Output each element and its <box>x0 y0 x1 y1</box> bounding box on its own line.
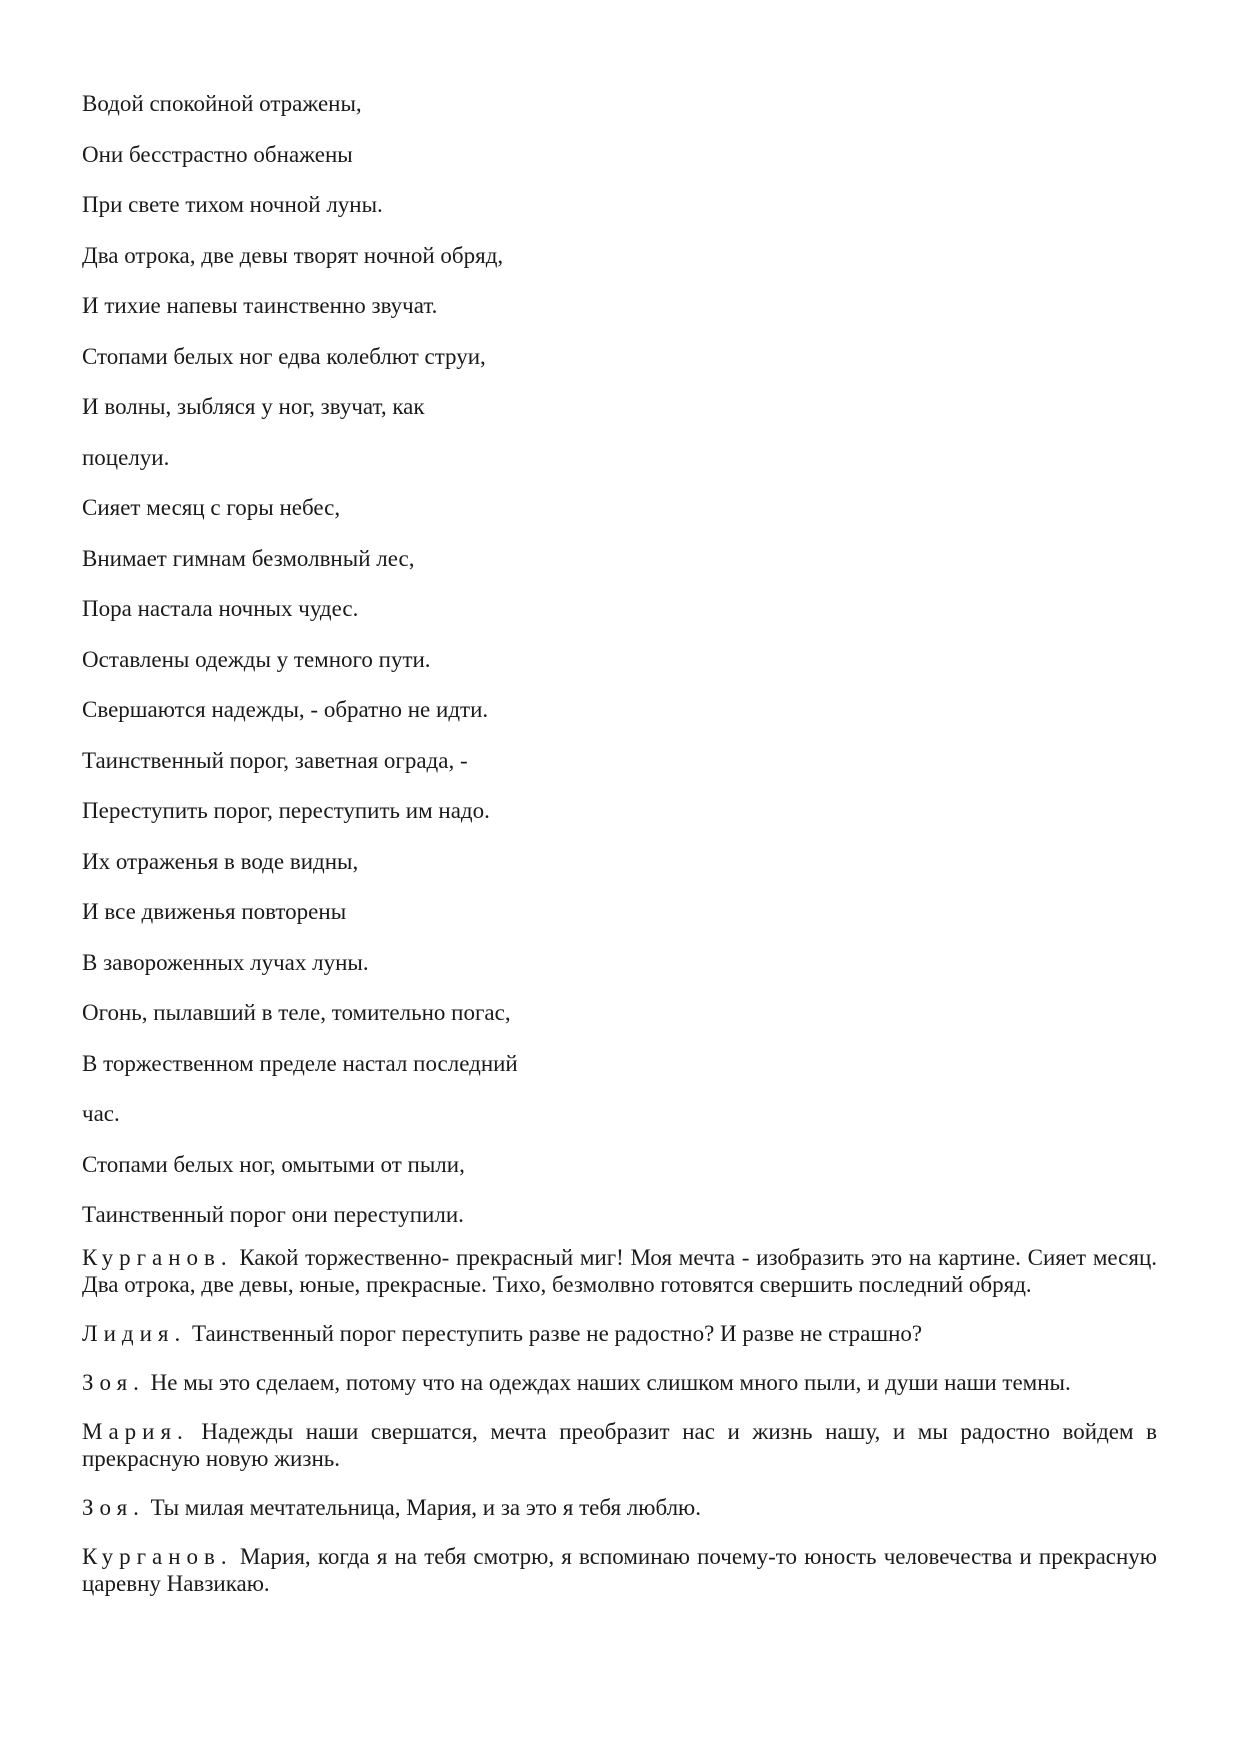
verse-line: Два отрока, две девы творят ночной обряд, <box>82 242 504 268</box>
dialogue-paragraph <box>82 1369 1157 1396</box>
verse-line: Таинственный порог они переступили. <box>82 1202 464 1227</box>
dialogue-paragraph <box>82 1494 1157 1521</box>
verse-line: поцелуи. <box>82 444 170 470</box>
dialogue-text: Надежды наши свершатся, мечта преобразит нас и жизнь нашу, и мы радостно войдем в прекрасную новую жизнь. <box>82 1419 1157 1471</box>
verse-line: Таинственный порог, заветная ограда, - <box>82 747 468 773</box>
verse-line: И тихие напевы таинственно звучат. <box>82 293 438 318</box>
verse-line: И все движенья повторены <box>82 899 347 924</box>
dialogue-text: Ты милая мечтательница, Мария, и за это я тебя люблю. <box>144 1495 701 1520</box>
verse-line: Они бесстрастно обнажены <box>82 141 353 167</box>
dialogue-text: Таинственный порог переступить разве не радостно? И разве не страшно? <box>186 1321 923 1346</box>
dialogue-text: Мария, когда я на тебя смотрю, я вспоминаю почему-то юность человечества и прекрасную царевну Навзикаю. <box>82 1544 1157 1596</box>
speaker-name: Мария. <box>82 1419 189 1444</box>
verse-line: И волны, зыбляся у ног, звучат, как <box>82 394 425 419</box>
speaker-name: Курганов. <box>82 1544 233 1569</box>
verse-line: В торжественном пределе настал последний <box>82 1050 518 1076</box>
dialogue-paragraph <box>82 1320 1157 1347</box>
dialogue-paragraph <box>82 1543 1157 1597</box>
verse-line: Переступить порог, переступить им надо. <box>82 798 490 823</box>
speaker-name: Зоя. <box>82 1370 145 1395</box>
verse-line: Оставлены одежды у темного пути. <box>82 646 431 672</box>
verse-line: Огонь, пылавший в теле, томительно погас, <box>82 1000 511 1025</box>
dialogue-paragraph <box>82 1244 1157 1298</box>
verse-line: Их отраженья в воде видны, <box>82 848 359 874</box>
verse-line: В завороженных лучах луны. <box>82 949 369 975</box>
verse-block <box>82 90 1162 1252</box>
verse-line: Сияет месяц с горы небес, <box>82 495 341 520</box>
dialogue-block <box>82 1244 1157 1619</box>
verse-line: Стопами белых ног едва колеблют струи, <box>82 343 486 369</box>
dialogue-paragraph <box>82 1418 1157 1472</box>
verse-line: Водой спокойной отражены, <box>82 91 362 116</box>
dialogue-text: Не мы это сделаем, потому что на одеждах наших слишком много пыли, и души наши темны. <box>144 1370 1071 1395</box>
dialogue-text: Какой торжественно- прекрасный миг! Моя мечта - изобразить это на картине. Сияет месяц. Два отрока, две девы, юные, прекрасные. Тихо, безмолвно готовятся свершить последний обряд. <box>82 1245 1157 1297</box>
verse-line: При свете тихом ночной луны. <box>82 192 383 217</box>
speaker-name: Лидия. <box>82 1321 187 1346</box>
verse-line: Свершаются надежды, - обратно не идти. <box>82 697 489 722</box>
verse-line: Стопами белых ног, омытыми от пыли, <box>82 1151 465 1177</box>
verse-line: Пора настала ночных чудес. <box>82 596 359 621</box>
speaker-name: Курганов. <box>82 1245 233 1270</box>
verse-line: час. <box>82 1101 120 1126</box>
speaker-name: Зоя. <box>82 1495 145 1520</box>
verse-line: Внимает гимнам безмолвный лес, <box>82 545 415 571</box>
